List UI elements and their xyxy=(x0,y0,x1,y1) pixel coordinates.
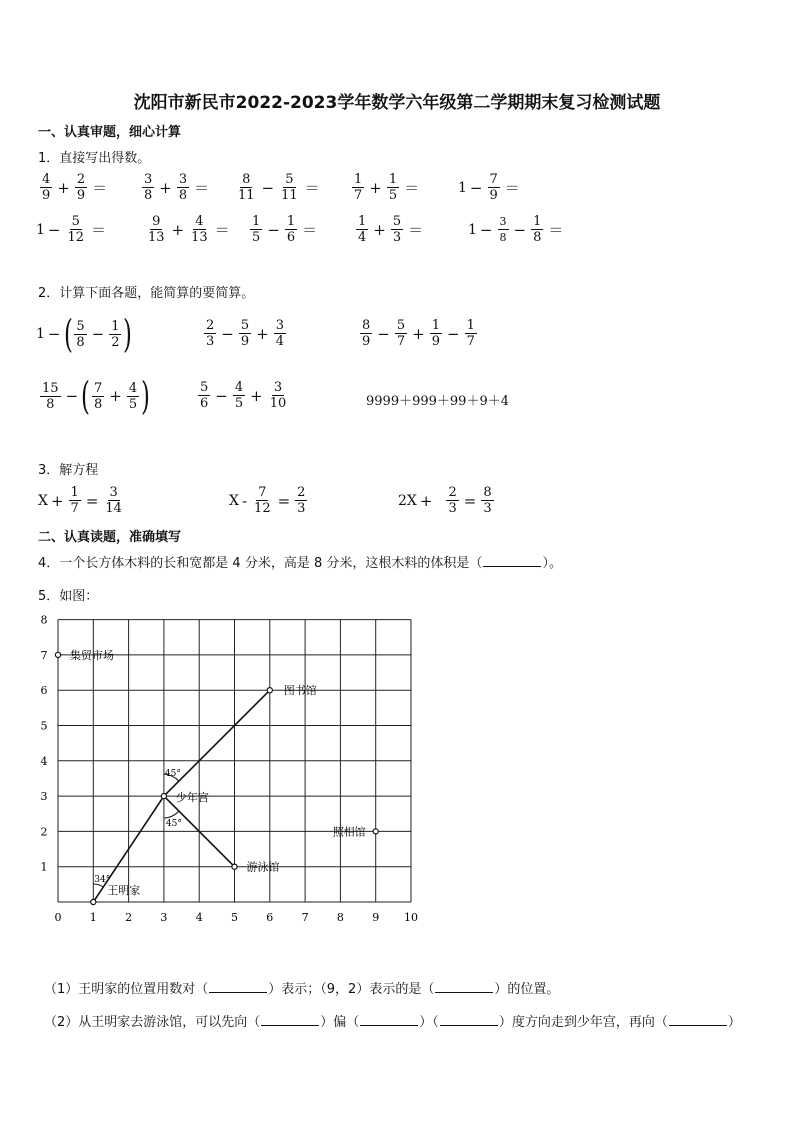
operator: + xyxy=(109,387,122,405)
operator: − xyxy=(261,178,275,197)
denominator: 2 xyxy=(111,334,120,350)
denominator: 6 xyxy=(200,396,209,411)
denominator: 7 xyxy=(466,334,475,349)
numerator: 3 xyxy=(144,172,153,187)
numerator: 2 xyxy=(448,485,457,500)
integer: 1 xyxy=(36,326,45,342)
denominator: 13 xyxy=(191,230,208,245)
integer: 1 xyxy=(468,221,477,238)
operator: + xyxy=(419,491,433,510)
integer: 1 xyxy=(36,221,45,238)
operator: − xyxy=(221,324,234,343)
q2-expr-4 xyxy=(38,374,150,418)
denominator: 9 xyxy=(489,188,498,203)
x-tick-label: 10 xyxy=(404,911,418,924)
x-tick-label: 5 xyxy=(231,911,238,924)
q2-expr-6: 9999＋999＋99＋9＋4 xyxy=(366,394,509,409)
numerator: 2 xyxy=(206,318,215,333)
section-2-heading: 二、认真读题，准确填写 xyxy=(38,530,182,545)
operator: − xyxy=(267,220,280,239)
denominator: 9 xyxy=(431,334,440,349)
numerator: 5 xyxy=(285,172,294,187)
page-title: 沈阳市新民市2022-2023学年数学六年级第二学期期末复习检测试题 xyxy=(133,93,661,113)
denominator: 5 xyxy=(388,188,398,203)
operator: + xyxy=(159,178,172,197)
denominator: 3 xyxy=(483,501,492,516)
equals-sign: ＝ xyxy=(92,179,108,197)
numerator: 2 xyxy=(76,172,86,187)
denominator: 6 xyxy=(286,230,296,245)
operator: − xyxy=(47,325,61,343)
operator: + xyxy=(369,178,382,197)
left-paren: ( xyxy=(81,374,90,418)
numerator: 8 xyxy=(483,485,492,500)
x-tick-label: 1 xyxy=(89,911,97,924)
numerator: 5 xyxy=(392,214,402,229)
equals-sign: ＝ xyxy=(302,221,318,239)
operator: - xyxy=(241,491,248,510)
q4-text: 4．一个长方体木料的长和宽都是 xyxy=(38,556,229,571)
operator: + xyxy=(373,220,386,239)
equals-sign: ＝ xyxy=(91,221,107,239)
denominator: 8 xyxy=(144,188,153,203)
location-point xyxy=(232,864,237,869)
denominator: 11 xyxy=(238,188,255,203)
q2-expr-1 xyxy=(36,312,133,356)
right-paren: ) xyxy=(123,312,133,356)
q4-number: 4 xyxy=(232,556,241,571)
operator: − xyxy=(479,220,493,239)
numerator: 5 xyxy=(200,380,209,395)
denominator: 11 xyxy=(281,188,298,203)
y-tick-label: 2 xyxy=(40,825,48,839)
operator: + xyxy=(50,491,64,510)
x-tick-label: 7 xyxy=(301,911,309,924)
operator: − xyxy=(65,387,79,405)
y-tick-label: 7 xyxy=(40,648,48,662)
answer-blank[interactable] xyxy=(360,1013,418,1026)
answer-blank[interactable] xyxy=(440,1013,498,1026)
q1-expr-8 xyxy=(248,214,320,245)
numerator: 1 xyxy=(252,214,261,229)
location-point xyxy=(373,829,378,834)
q1-expr-9 xyxy=(354,214,426,245)
denominator: 3 xyxy=(206,334,215,349)
location-label: 王明家 xyxy=(107,884,141,897)
equals-sign: ＝ xyxy=(194,179,210,197)
denominator: 4 xyxy=(275,334,284,349)
q1-expr-6 xyxy=(36,214,109,245)
y-tick-label: 6 xyxy=(40,684,48,698)
x-tick-label: 4 xyxy=(195,911,203,924)
numerator: 1 xyxy=(431,318,440,333)
q5-1-text: （1）王明家的位置用数对（ xyxy=(44,982,209,997)
numerator: 4 xyxy=(195,214,204,229)
numerator: 4 xyxy=(128,380,138,396)
left-paren: ( xyxy=(63,312,73,356)
location-label: 图书馆 xyxy=(283,684,317,698)
numerator: 1 xyxy=(286,214,296,229)
q1-expr-1 xyxy=(38,172,110,203)
denominator: 4 xyxy=(358,230,367,245)
q2-expr-2 xyxy=(202,318,288,349)
answer-blank[interactable] xyxy=(261,1013,319,1026)
numerator: 1 xyxy=(533,214,542,229)
denominator: 3 xyxy=(392,230,402,245)
q5-2-text: ） xyxy=(727,1015,741,1030)
q4-number: 8 xyxy=(314,556,323,571)
operator: − xyxy=(215,386,228,405)
angle-label: 45° xyxy=(164,769,181,780)
variable: X xyxy=(38,492,48,509)
operator: + xyxy=(57,178,70,197)
q1-expr-7 xyxy=(144,214,233,245)
q4-text: 分米，高是 xyxy=(244,556,310,571)
numerator: 1 xyxy=(388,172,398,187)
q1-expr-2 xyxy=(140,172,212,203)
q1-expr-5 xyxy=(458,172,523,203)
numerator: 3 xyxy=(499,215,507,228)
numerator: 4 xyxy=(42,172,51,187)
question-5-part-1 xyxy=(44,978,559,997)
q2-expr-5 xyxy=(196,380,290,411)
y-tick-label: 1 xyxy=(40,860,48,874)
variable: 2X xyxy=(398,492,417,509)
q1-expr-3 xyxy=(234,172,323,203)
angle-arc xyxy=(164,811,179,818)
equals-sign: ＝ xyxy=(304,179,320,197)
answer-blank[interactable] xyxy=(209,980,267,993)
denominator: 8 xyxy=(499,231,507,244)
q2-expr-3 xyxy=(358,318,479,349)
numerator: 9 xyxy=(152,214,161,229)
q3-equation-3 xyxy=(398,485,496,516)
denominator: 5 xyxy=(234,396,244,411)
y-tick-label: 3 xyxy=(40,790,48,804)
angle-label: 45° xyxy=(165,819,182,830)
denominator: 7 xyxy=(354,188,363,203)
q1-expr-4 xyxy=(350,172,422,203)
q4-text: ）。 xyxy=(542,556,562,571)
x-tick-label: 3 xyxy=(160,911,168,924)
denominator: 8 xyxy=(93,396,103,412)
denominator: 10 xyxy=(269,396,287,411)
location-label: 照相馆 xyxy=(332,825,366,839)
denominator: 9 xyxy=(76,188,86,203)
equals-sign: ＝ xyxy=(408,221,424,239)
numerator: 5 xyxy=(240,318,250,333)
denominator: 3 xyxy=(448,501,457,516)
numerator: 8 xyxy=(362,318,371,333)
location-point xyxy=(55,652,60,657)
q5-2-text: （2）从王明家去游泳馆，可以先向（ xyxy=(44,1015,261,1030)
denominator: 9 xyxy=(240,334,250,349)
numerator: 7 xyxy=(489,172,498,187)
equals-sign: = xyxy=(277,491,291,510)
denominator: 14 xyxy=(105,501,122,516)
operator: − xyxy=(377,324,390,343)
operator: + xyxy=(256,324,269,343)
question-2: 2．计算下面各题，能简算的要简算。 xyxy=(38,286,255,301)
coordinate-grid xyxy=(30,612,430,930)
numerator: 1 xyxy=(466,318,475,333)
numerator: 8 xyxy=(242,172,251,187)
denominator: 7 xyxy=(70,501,79,516)
question-3: 3．解方程 xyxy=(38,463,99,478)
numerator: 1 xyxy=(70,485,79,500)
operator: − xyxy=(47,220,61,239)
numerator: 1 xyxy=(354,172,363,187)
location-point xyxy=(161,794,166,799)
denominator: 9 xyxy=(42,188,51,203)
numerator: 7 xyxy=(258,485,267,500)
denominator: 5 xyxy=(128,396,138,412)
equals-sign: ＝ xyxy=(548,221,564,239)
x-tick-label: 6 xyxy=(266,911,274,924)
equals-sign: ＝ xyxy=(504,179,520,197)
q5-2-text: ）度方向走到少年宫，再向（ xyxy=(498,1015,668,1030)
operator: − xyxy=(469,178,483,197)
denominator: 3 xyxy=(297,501,306,516)
q3-equation-1 xyxy=(38,485,126,516)
denominator: 13 xyxy=(148,230,165,245)
denominator: 9 xyxy=(362,334,371,349)
right-paren: ) xyxy=(141,374,150,418)
numerator: 5 xyxy=(71,214,80,229)
q5-2-text: ）偏（ xyxy=(320,1015,360,1030)
operator: − xyxy=(447,324,460,343)
numerator: 15 xyxy=(42,380,59,396)
numerator: 4 xyxy=(234,380,244,395)
answer-blank[interactable] xyxy=(669,1013,727,1026)
x-tick-label: 0 xyxy=(54,911,62,924)
y-tick-label: 4 xyxy=(40,754,48,768)
x-tick-label: 9 xyxy=(372,911,380,924)
denominator: 8 xyxy=(533,230,542,245)
denominator: 5 xyxy=(252,230,261,245)
q3-equation-2 xyxy=(229,485,309,516)
question-1: 1．直接写出得数。 xyxy=(38,151,151,166)
numerator: 3 xyxy=(178,172,188,187)
numerator: 5 xyxy=(396,318,406,333)
location-point xyxy=(91,899,96,904)
denominator: 12 xyxy=(254,501,271,516)
denominator: 7 xyxy=(396,334,406,349)
question-4 xyxy=(38,552,562,571)
angle-label: 34° xyxy=(94,875,111,885)
denominator: 8 xyxy=(76,334,85,350)
operator: − xyxy=(91,325,105,343)
section-1-heading: 一、认真审题，细心计算 xyxy=(38,125,182,140)
question-5: 5．如图： xyxy=(38,589,99,604)
q1-expr-10 xyxy=(468,214,566,245)
operator: + xyxy=(171,220,185,239)
question-5-part-2 xyxy=(44,1011,741,1030)
numerator: 3 xyxy=(273,380,283,395)
numerator: 3 xyxy=(275,318,284,333)
variable: X xyxy=(229,492,239,509)
operator: − xyxy=(513,220,527,239)
q5-2-text: ）（ xyxy=(419,1015,439,1030)
answer-blank[interactable] xyxy=(483,554,541,567)
q5-1-text: ）的位置。 xyxy=(494,982,560,997)
q4-text: 分米，这根木料的体积是（ xyxy=(326,556,483,571)
location-label: 集贸市场 xyxy=(70,648,114,662)
denominator: 8 xyxy=(178,188,188,203)
q5-1-text: ）表示；（9，2）表示的是（ xyxy=(268,982,435,997)
denominator: 12 xyxy=(67,230,85,245)
equals-sign: = xyxy=(463,491,477,510)
location-label: 少年宫 xyxy=(175,791,209,805)
y-tick-label: 8 xyxy=(40,613,48,627)
numerator: 5 xyxy=(76,318,85,334)
numerator: 1 xyxy=(111,318,120,334)
numerator: 3 xyxy=(109,485,118,500)
integer: 1 xyxy=(458,179,467,196)
denominator: 8 xyxy=(46,396,55,412)
y-tick-label: 5 xyxy=(40,719,48,733)
numerator: 7 xyxy=(93,380,103,396)
answer-blank[interactable] xyxy=(435,980,493,993)
equals-sign: = xyxy=(85,491,99,510)
equals-sign: ＝ xyxy=(214,221,230,239)
route-segment xyxy=(164,690,270,796)
x-tick-label: 8 xyxy=(336,911,344,924)
numerator: 1 xyxy=(358,214,367,229)
location-label: 游泳馆 xyxy=(246,860,280,874)
operator: + xyxy=(412,324,425,343)
equals-sign: ＝ xyxy=(404,179,420,197)
x-tick-label: 2 xyxy=(125,911,133,924)
operator: + xyxy=(250,386,263,405)
numerator: 2 xyxy=(297,485,306,500)
location-point xyxy=(267,688,272,693)
